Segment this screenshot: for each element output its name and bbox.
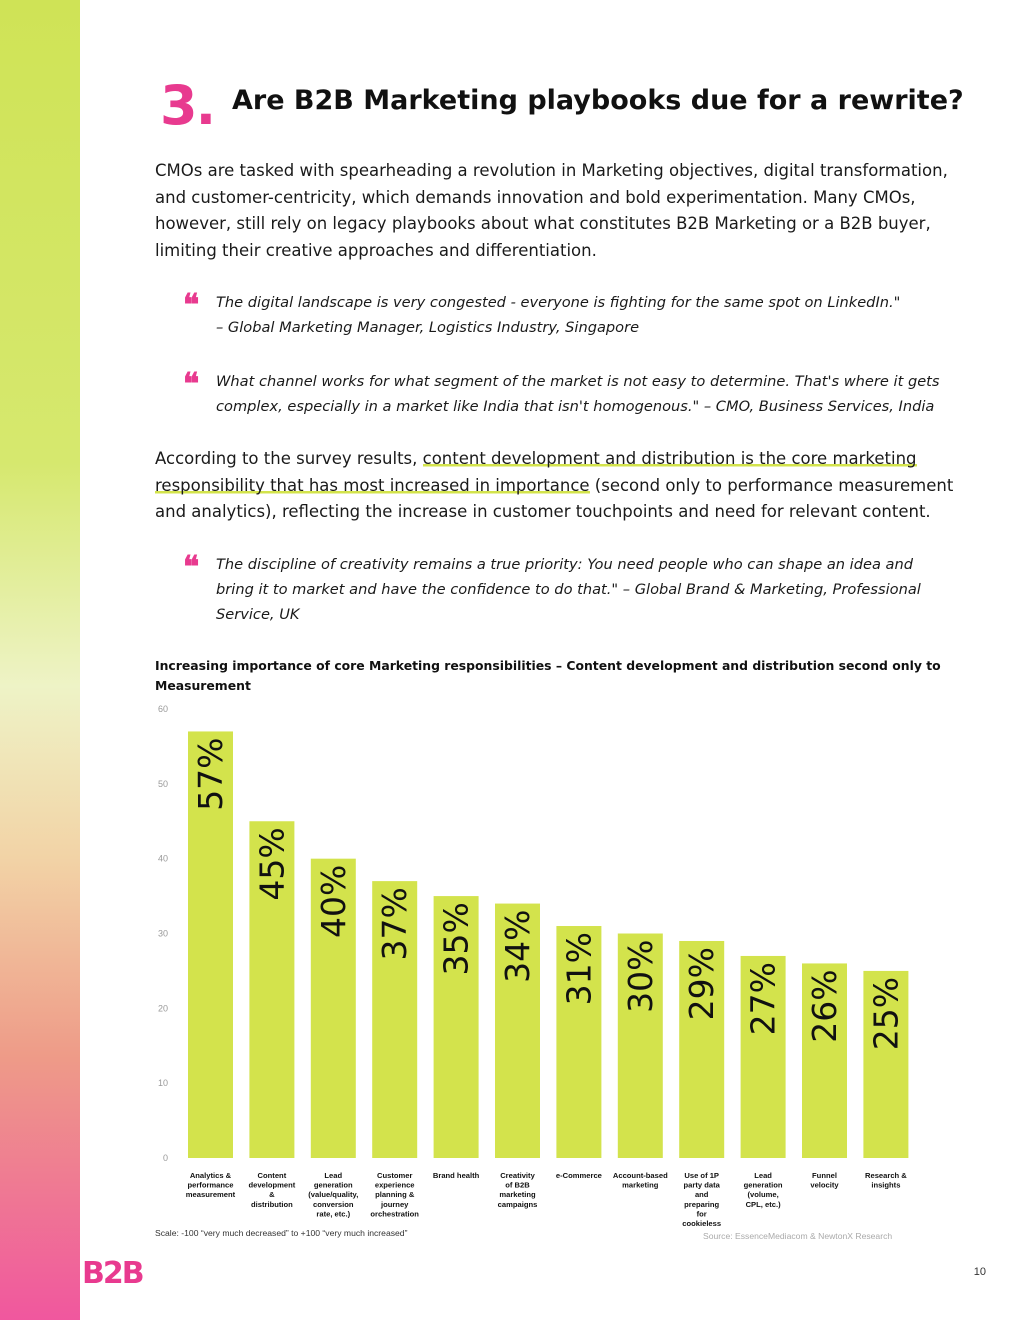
bar-value-label: 57%: [191, 737, 230, 811]
x-category-label: Lead generation (volume, CPL, etc.): [743, 1171, 783, 1209]
quote-icon: ❛❛: [183, 550, 197, 585]
y-tick-label: 40: [157, 853, 168, 864]
quote-body: The digital landscape is very congested - everyone is fighting for the same spot on LinkedIn.": [216, 294, 901, 311]
quote-text: [216, 290, 941, 340]
quote-attribution: – Global Marketing Manager, Logistics Industry, Singapore: [216, 319, 640, 336]
x-category-label: Brand health: [432, 1171, 480, 1180]
y-tick-label: 20: [157, 1003, 168, 1014]
section-number: 3.: [160, 74, 215, 137]
x-category-label: Creativity of B2B marketing campaigns: [497, 1171, 538, 1209]
bar-value-label: 31%: [559, 932, 599, 1006]
y-tick-label: 10: [157, 1078, 168, 1089]
source-note: Source: EssenceMediacom & NewtonX Research: [703, 1231, 893, 1241]
x-category-label: Content development & distribution: [248, 1171, 296, 1209]
scale-note: Scale: -100 “very much decreased” to +100 “very much increased”: [155, 1228, 408, 1238]
y-tick-label: 60: [157, 704, 168, 714]
survey-text-lead: According to the survey results,: [155, 449, 423, 468]
y-tick-label: 30: [157, 928, 168, 939]
bar-value-label: 40%: [313, 864, 353, 939]
bar-value-label: 34%: [498, 909, 537, 983]
bar-value-label: 29%: [682, 946, 722, 1021]
b2b-logo: B2B: [82, 1256, 143, 1291]
x-category-label: Lead generation (value/quality, conversion rate, etc.): [308, 1171, 359, 1219]
bar-value-label: 26%: [805, 969, 844, 1043]
intro-paragraph: CMOs are tasked with spearheading a revolution in Marketing objectives, digital transformation, and customer-centricity, which demands innovation and bold experimentation. Many CMOs, however, still rely on legacy playbooks about what constitutes B2B Marketing or a B2B buyer, limiting their creative approaches and differentiation.: [155, 161, 948, 260]
quote-icon: ❛❛: [183, 288, 197, 323]
page-number: 10: [973, 1266, 986, 1278]
x-category-label: Customer experience planning & journey orchestration: [370, 1171, 419, 1219]
x-category-label: Analytics & performance measurement: [185, 1171, 236, 1200]
x-category-label: e-Commerce: [555, 1171, 602, 1180]
survey-paragraph: [155, 446, 955, 526]
chart-svg: [130, 698, 930, 1228]
x-category-label: Use of 1P party data and preparing for cookieless: [682, 1171, 722, 1228]
bar-value-label: 27%: [743, 961, 783, 1036]
y-tick-label: 0: [162, 1153, 168, 1163]
x-category-label: Funnel velocity: [810, 1171, 839, 1190]
bar-value-label: 45%: [252, 827, 292, 901]
bar-value-label: 35%: [436, 902, 476, 976]
x-category-label: Account-based marketing: [612, 1171, 668, 1190]
x-category-label: Research & insights: [865, 1171, 907, 1190]
survey-highlight: content development and distribution is the core marketing responsibility that has most increased in importance: [155, 449, 917, 495]
quote-text: What channel works for what segment of the market is not easy to determine. That's where it gets complex, especially in a market like India that isn't homogenous." – CMO, Business Services, India: [216, 373, 940, 415]
bar-value-label: 25%: [866, 976, 906, 1051]
quote-icon: ❛❛: [183, 367, 197, 402]
quote-text: The discipline of creativity remains a true priority: You need people who can shape an idea and bring it to market and have the confidence to do that." – Global Brand & Marketing, Professional Service, UK: [216, 556, 921, 623]
side-gradient-band: [0, 0, 80, 1320]
survey-text-tail: (second only to performance measurement and analytics), reflecting the increase in customer touchpoints and need for relevant content.: [155, 475, 954, 521]
y-tick-label: 50: [157, 778, 168, 789]
chart-title: Increasing importance of core Marketing responsibilities – Content development and distribution second only to Measurement: [155, 658, 941, 693]
bar-value-label: 30%: [620, 939, 660, 1013]
bar-value-label: 37%: [375, 887, 415, 961]
page-title: Are B2B Marketing playbooks due for a rewrite?: [232, 85, 964, 116]
bar-chart: [130, 698, 930, 1228]
